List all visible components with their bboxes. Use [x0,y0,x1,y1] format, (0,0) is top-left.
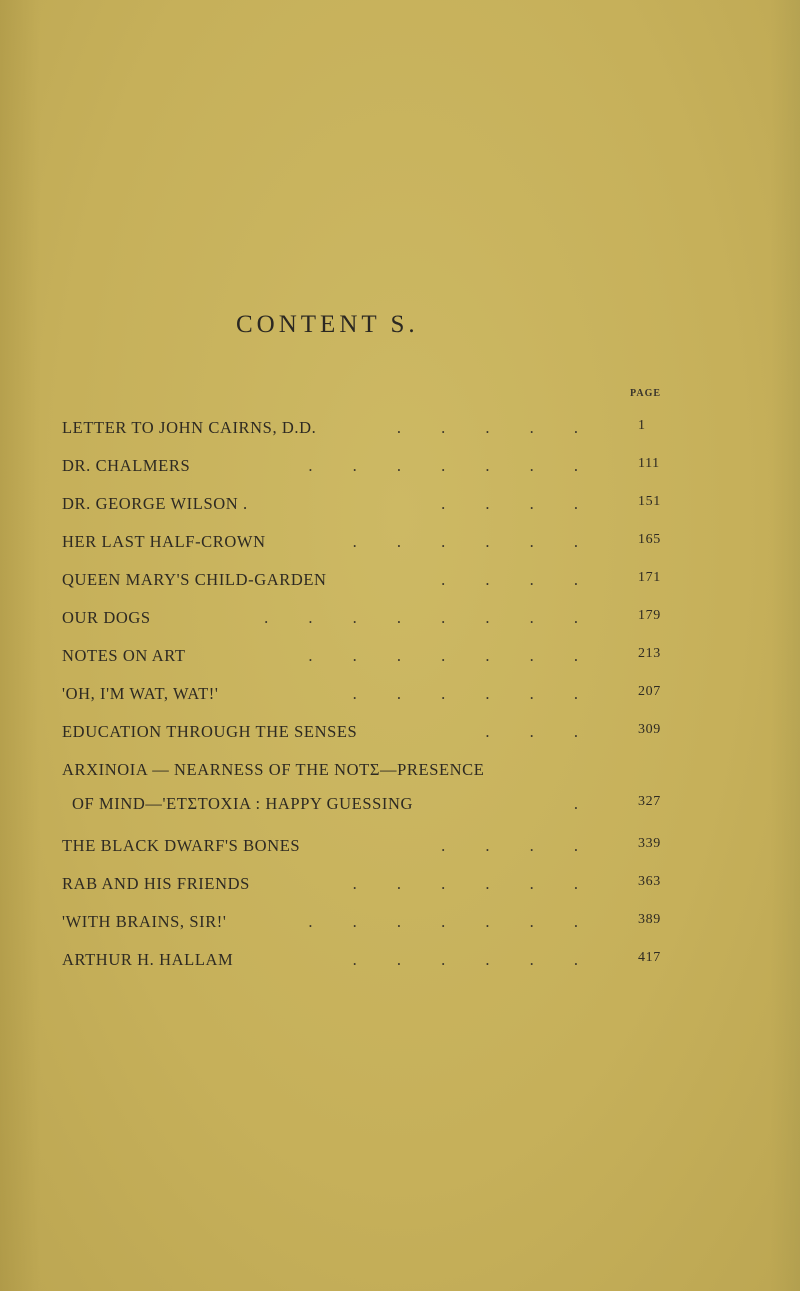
toc-entry [62,754,662,830]
toc-entry-title: RAB AND HIS FRIENDS [62,874,250,893]
table-of-contents [62,412,662,982]
toc-entry-page: 165 [638,532,661,547]
toc-entry [62,678,662,716]
toc-entry-title: 'WITH BRAINS, SIR!' [62,912,227,931]
toc-entry [62,412,662,450]
toc-entry-title: DR. GEORGE WILSON . [62,494,248,513]
toc-entry [62,868,662,906]
toc-entry-title: THE BLACK DWARF'S BONES [62,836,301,855]
toc-entry-title: 'OH, I'M WAT, WAT!' [62,684,219,703]
toc-leader-dots: . . . [485,722,596,741]
toc-entry-page: 171 [638,570,661,585]
toc-leader-dots: . [573,794,596,813]
toc-leader-dots: . . . . [441,836,596,855]
toc-leader-dots: . . . . . . . [308,646,596,665]
toc-leader-dots: . . . . . . . . [264,608,596,627]
toc-leader-dots: . . . . [441,494,596,513]
toc-entry-title: QUEEN MARY'S CHILD-GARDEN [62,570,327,589]
toc-entry-page: 309 [638,722,661,737]
toc-entry [62,830,662,868]
toc-entry-page: 339 [638,836,661,851]
toc-leader-dots: . . . . [441,570,596,589]
toc-leader-dots: . . . . . . [352,950,596,969]
toc-leader-dots: . . . . . . . [308,456,596,475]
toc-leader-dots: . . . . . . . [308,912,596,931]
toc-entry [62,564,662,602]
toc-entry [62,450,662,488]
toc-entry-title-continued: OF MIND—'ETΣTOXIA : HAPPY GUESSING [72,794,413,813]
toc-entry [62,716,662,754]
toc-entry-page: 213 [638,646,661,661]
toc-entry [62,602,662,640]
toc-entry-page: 363 [638,874,661,889]
toc-entry [62,944,662,982]
toc-entry-title: HER LAST HALF-CROWN [62,532,266,551]
toc-entry [62,906,662,944]
toc-leader-dots: . . . . . . [352,874,596,893]
toc-leader-dots: . . . . . [396,418,596,437]
toc-entry-title: DR. CHALMERS [62,456,191,475]
toc-entry-page: 179 [638,608,661,623]
toc-entry [62,640,662,678]
toc-entry-page: 207 [638,684,661,699]
page-column-label: PAGE [630,388,662,399]
toc-entry-page: 151 [638,494,661,509]
toc-entry-title: ARTHUR H. HALLAM [62,950,234,969]
toc-leader-dots: . . . . . . [352,532,596,551]
toc-entry-title: EDUCATION THROUGH THE SENSES [62,722,358,741]
toc-leader-dots: . . . . . . [352,684,596,703]
toc-entry [62,488,662,526]
toc-entry-page: 111 [638,456,660,471]
toc-entry-page: 327 [638,794,661,809]
toc-entry-title: NOTES ON ART [62,646,186,665]
contents-heading: CONTENT S. [236,311,419,338]
toc-entry [62,526,662,564]
toc-entry-page: 1 [638,418,646,433]
toc-entry-title: ARXINOIA — NEARNESS OF THE NOTΣ—PRESENCE [62,760,485,779]
toc-entry-page: 389 [638,912,661,927]
toc-entry-page: 417 [638,950,661,965]
toc-entry-title: OUR DOGS [62,608,151,627]
toc-entry-title: LETTER TO JOHN CAIRNS, D.D. [62,418,317,437]
